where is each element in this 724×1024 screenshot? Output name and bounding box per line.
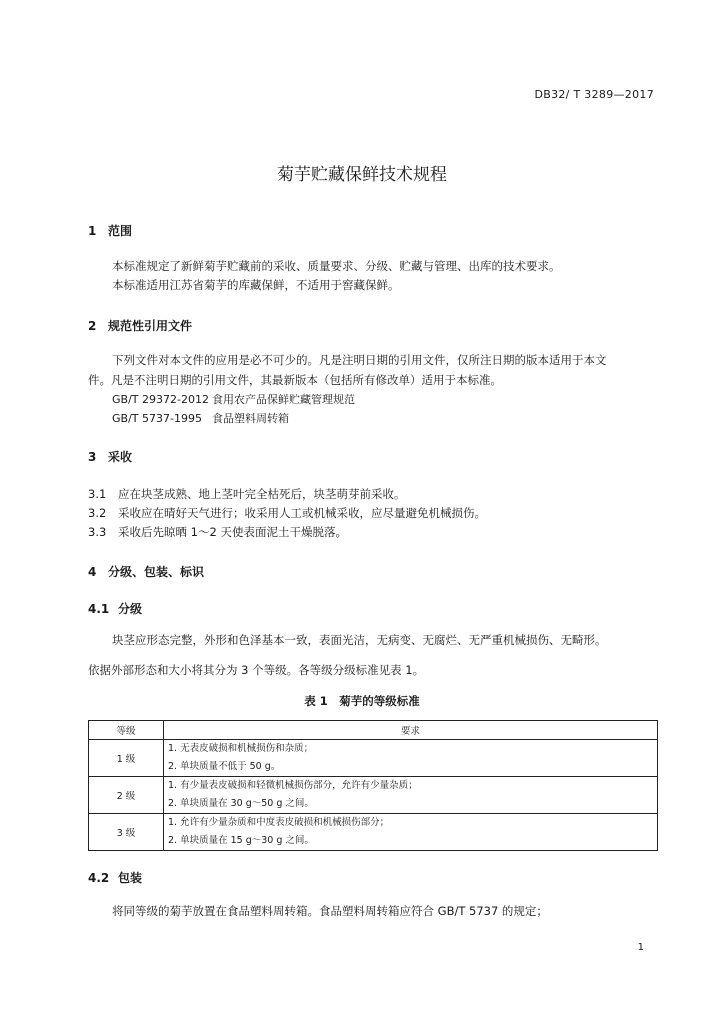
paragraph: 依据外部形态和大小将其分为 3 个等级。各等级分级标准见表 1。 (88, 663, 425, 677)
requirement-cell (164, 814, 658, 851)
paragraph: 块茎应形态完整，外形和色泽基本一致，表面光洁，无病变、无腐烂、无严重机械损伤、无畸形。 (112, 633, 607, 647)
column-header-requirement: 要求 (164, 721, 658, 740)
reference-item (112, 391, 355, 407)
page-number: 1 (637, 942, 644, 953)
table-header-row (89, 721, 658, 740)
paragraph: 将同等级的菊芋放置在食品塑料周转箱。食品塑料周转箱应符合 GB/T 5737 的规定； (112, 904, 548, 918)
table-row (89, 814, 658, 851)
subsection-number: 4.2 (88, 871, 110, 885)
reference-code: GB/T 29372-2012 (112, 393, 209, 406)
clause-number: 3.2 (88, 506, 107, 520)
reference-name: 食品塑料周转箱 (212, 412, 289, 425)
requirement-line: 1. 有少量表皮破损和轻微机械损伤部分，允许有少量杂质； (168, 780, 418, 791)
requirement-cell (164, 740, 658, 777)
section-3-heading (88, 448, 132, 465)
grade-cell: 3 级 (89, 814, 164, 851)
subsection-title: 包装 (118, 871, 143, 885)
table-row (89, 777, 658, 814)
subsection-4-1-heading (88, 600, 142, 617)
grade-standard-table (88, 720, 658, 851)
clause-number: 3.3 (88, 525, 107, 539)
reference-code: GB/T 5737-1995 (112, 412, 202, 425)
requirement-cell (164, 777, 658, 814)
clause-item (88, 505, 486, 521)
section-number: 2 (88, 319, 97, 333)
section-1-heading (88, 222, 132, 239)
requirement-line: 2. 单块质量不低于 50 g。 (168, 761, 281, 772)
clause-text: 应在块茎成熟、地上茎叶完全枯死后，块茎萌芽前采收。 (118, 487, 406, 501)
section-title: 采收 (108, 450, 133, 464)
grade-cell: 1 级 (89, 740, 164, 777)
grade-cell: 2 级 (89, 777, 164, 814)
column-header-grade: 等级 (89, 721, 164, 740)
section-number: 1 (88, 224, 97, 238)
section-title: 范围 (108, 224, 133, 238)
table-caption: 表 1 菊芋的等级标准 (304, 694, 420, 708)
reference-name: 食用农产品保鲜贮藏管理规范 (212, 393, 355, 406)
subsection-number: 4.1 (88, 602, 110, 616)
reference-item (112, 410, 289, 426)
paragraph: 本标准规定了新鲜菊芋贮藏前的采收、质量要求、分级、贮藏与管理、出库的技术要求。 (112, 259, 561, 273)
requirement-line: 1. 允许有少量杂质和中度表皮破损和机械损伤部分； (168, 817, 390, 828)
paragraph: 件。凡是不注明日期的引用文件，其最新版本（包括所有修改单）适用于本标准。 (88, 373, 502, 387)
clause-item (88, 486, 406, 502)
table-row (89, 740, 658, 777)
subsection-4-2-heading (88, 869, 142, 886)
requirement-line: 1. 无表皮破损和机械损伤和杂质； (168, 743, 314, 754)
document-title: 菊芋贮藏保鲜技术规程 (277, 165, 447, 185)
section-title: 分级、包装、标识 (108, 565, 205, 579)
section-number: 3 (88, 450, 97, 464)
subsection-title: 分级 (118, 602, 143, 616)
clause-number: 3.1 (88, 487, 107, 501)
section-4-heading (88, 563, 204, 580)
clause-text: 采收后先晾晒 1～2 天使表面泥土干燥脱落。 (118, 525, 347, 539)
requirement-line: 2. 单块质量在 15 g～30 g 之间。 (168, 835, 314, 846)
section-number: 4 (88, 565, 97, 579)
paragraph: 下列文件对本文件的应用是必不可少的。凡是注明日期的引用文件，仅所注日期的版本适用于本文 (112, 353, 607, 367)
clause-item (88, 524, 347, 540)
paragraph: 本标准适用江苏省菊芋的库藏保鲜，不适用于窖藏保鲜。 (112, 278, 400, 292)
document-code: DB32/ T 3289—2017 (534, 88, 654, 101)
section-2-heading (88, 317, 192, 334)
clause-text: 采收应在晴好天气进行；收采用人工或机械采收，应尽量避免机械损伤。 (118, 506, 486, 520)
requirement-line: 2. 单块质量在 30 g～50 g 之间。 (168, 798, 314, 809)
section-title: 规范性引用文件 (108, 319, 193, 333)
